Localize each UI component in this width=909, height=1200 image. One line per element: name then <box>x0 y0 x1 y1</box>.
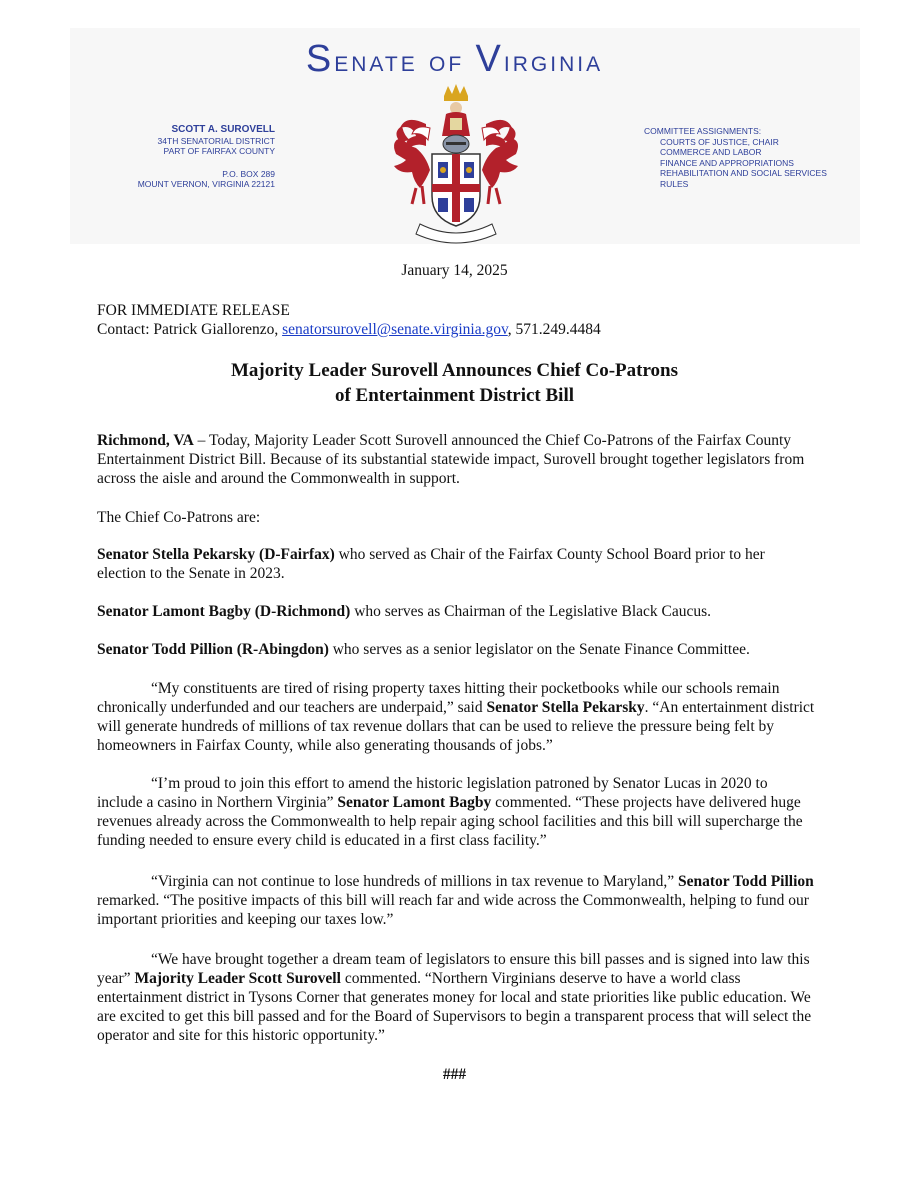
headline-line-2: of Entertainment District Bill <box>334 385 575 406</box>
committee-item: REHABILITATION AND SOCIAL SERVICES <box>660 168 827 178</box>
contact-line: Contact: Patrick Giallorenzo, senatorsurovell@senate.virginia.gov, 571.249.4484 <box>97 321 601 338</box>
headline-line-1: Majority Leader Surovell Announces Chief Co-Patrons <box>230 360 679 381</box>
senator-address-block <box>100 125 275 190</box>
press-release-headline <box>0 358 909 408</box>
letterhead-title: Senate of Virginia <box>305 38 604 80</box>
senator-county: PART OF FAIRFAX COUNTY <box>163 146 275 156</box>
senator-city: MOUNT VERNON, VIRGINIA 22121 <box>137 179 275 189</box>
crown-icon <box>444 84 468 101</box>
dateline: Richmond, VA <box>97 432 194 449</box>
release-date: January 14, 2025 <box>401 262 508 279</box>
copatron-paragraph: Senator Todd Pillion (R-Abingdon) who serves as a senior legislator on the Senate Finance Committee. <box>97 641 750 658</box>
queen-figure-icon <box>442 102 470 136</box>
committee-item: COURTS OF JUSTICE, CHAIR <box>660 136 779 147</box>
committee-assignments-block <box>644 126 854 189</box>
senator-name: SCOTT A. SUROVELL <box>171 124 275 135</box>
helmet-icon <box>443 135 469 153</box>
senator-po-box: P.O. BOX 289 <box>222 168 275 179</box>
quote-speaker: Senator Lamont Bagby <box>337 794 492 811</box>
end-of-release-mark: ### <box>442 1066 467 1083</box>
copatron-paragraph: Senator Lamont Bagby (D-Richmond) who serves as Chairman of the Legislative Black Caucus. <box>97 603 712 620</box>
copatrons-intro: The Chief Co-Patrons are: <box>97 509 261 526</box>
quote-paragraph: “I’m proud to join this effort to amend the historic legislation patroned by Senator Lucas in 2020 to include a casino in Northern Virginia” Senator Lamont Bagby commented. “These projects have delivered huge revenues already across the Commonwealth to help repair aging school facilities and this bill will supercharge the funding needed to ensure every child is educated in a first class facility.” <box>97 775 803 849</box>
committee-item: RULES <box>660 178 689 189</box>
contact-email-link[interactable]: senatorsurovell@senate.virginia.gov <box>282 321 508 338</box>
quote-speaker: Senator Stella Pekarsky <box>486 699 645 716</box>
committee-item: FINANCE AND APPROPRIATIONS <box>660 157 794 168</box>
copatron-paragraph: Senator Stella Pekarsky (D-Fairfax) who served as Chair of the Fairfax County School Board prior to her election to the Senate in 2023. <box>97 546 765 582</box>
quote-paragraph: “Virginia can not continue to lose hundreds of millions in tax revenue to Maryland,” Senator Todd Pillion remarked. “The positive impacts of this bill will reach far and wide across the Commonwealth, helping to fund our important priorities and keeping our taxes low.” <box>97 873 814 928</box>
quote-paragraph: “We have brought together a dream team of legislators to ensure this bill passes and is signed into law this year” Majority Leader Scott Surovell commented. “Northern Virginians deserve to have a world class entertainment district in Tysons Corner that generates money for local and state priorities like public education. We are excited to get this bill passed and for the Board of Supervisors to begin a transparent process that will select the operator and site for this historic opportunity.” <box>97 951 812 1044</box>
committee-heading: COMMITTEE ASSIGNMENTS: <box>644 126 762 136</box>
release-contact-block <box>97 301 601 339</box>
intro-paragraph: Richmond, VA – Today, Majority Leader Scott Surovell announced the Chief Co-Patrons of the Fairfax County Entertainment District Bill. Because of its substantial statewide impact, Surovell brought together legislators from across the aisle and around the Commonwealth in support. <box>97 432 805 487</box>
motto-ribbon-icon <box>416 224 496 243</box>
quote-speaker: Majority Leader Scott Surovell <box>134 970 341 987</box>
copatron-name: Senator Stella Pekarsky (D-Fairfax) <box>97 546 335 563</box>
virginia-seal-logo <box>386 84 526 244</box>
copatron-name: Senator Todd Pillion (R-Abingdon) <box>97 641 329 658</box>
shield-icon <box>432 154 480 226</box>
immediate-release-label: FOR IMMEDIATE RELEASE <box>97 302 290 319</box>
senator-district: 34TH SENATORIAL DISTRICT <box>157 135 275 146</box>
quote-paragraph: “My constituents are tired of rising property taxes hitting their pocketbooks while our schools remain chronically underfunded and our teachers are underpaid,” said Senator Stella Pekarsky. “An entertainment district will generate hundreds of millions of tax revenue dollars that can be used to relieve the pressure being felt by homeowners in Fairfax County, while also generating thousands of jobs.” <box>97 680 815 754</box>
committee-item: COMMERCE AND LABOR <box>660 147 762 157</box>
copatron-name: Senator Lamont Bagby (D-Richmond) <box>97 603 351 620</box>
quote-speaker: Senator Todd Pillion <box>677 873 814 890</box>
